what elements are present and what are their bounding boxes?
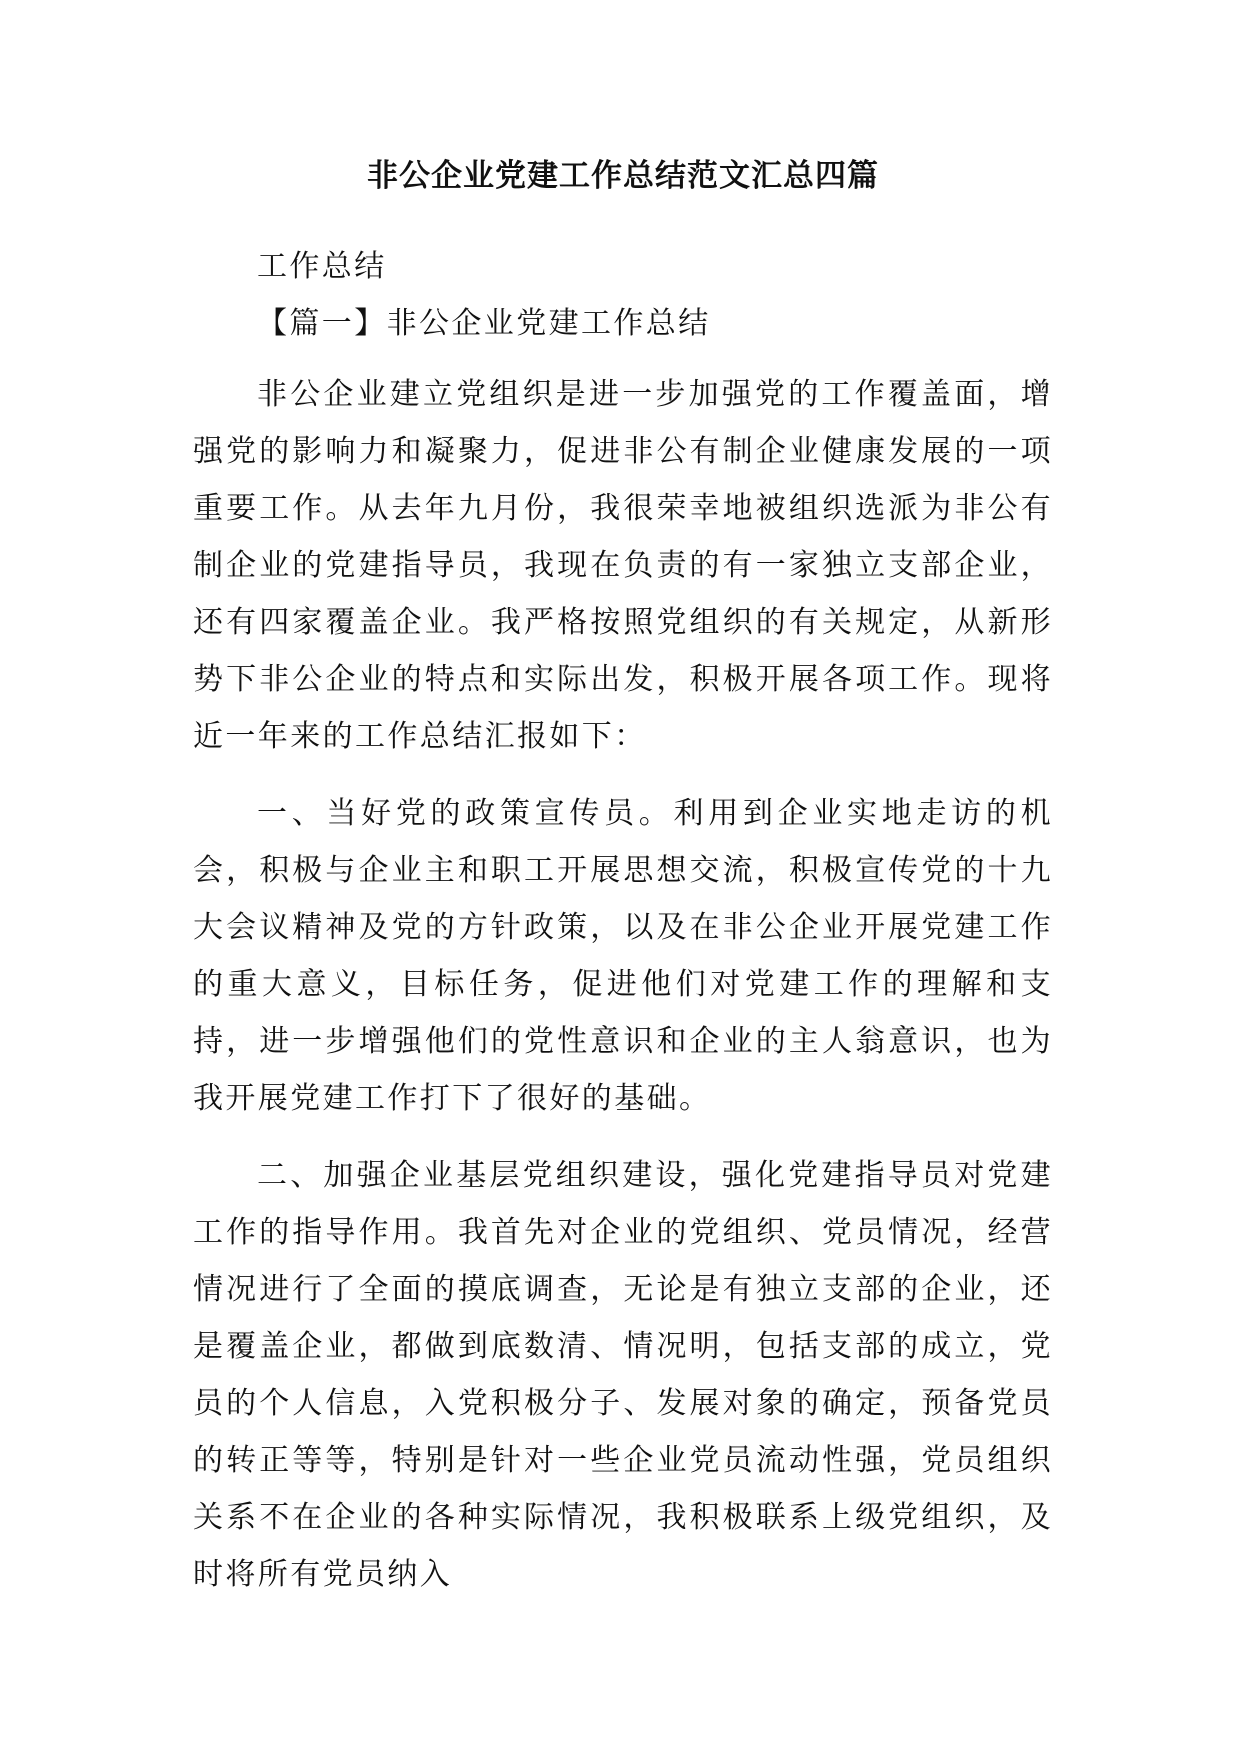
section-heading: 【篇一】非公企业党建工作总结 [257, 306, 711, 341]
document-category: 工作总结 [257, 249, 387, 284]
paragraph-intro: 非公企业建立党组织是进一步加强党的工作覆盖面，增强党的影响力和凝聚力，促进非公有制企业健康发展的一项重要工作。从去年九月份，我很荣幸地被组织选派为非公有制企业的党建指导员，我现在负责的有一家独立支部企业，还有四家覆盖企业。我严格按照党组织的有关规定，从新形势下非公企业的特点和实际出发，积极开展各项工作。现将近一年来的工作总结汇报如下： [193, 377, 1053, 754]
paragraph-point-one: 一、当好党的政策宣传员。利用到企业实地走访的机会，积极与企业主和职工开展思想交流，积极宣传党的十九大会议精神及党的方针政策，以及在非公企业开展党建工作的重大意义，目标任务，促进他们对党建工作的理解和支持，进一步增强他们的党性意识和企业的主人翁意识，也为我开展党建工作打下了很好的基础。 [193, 796, 1053, 1116]
document-body [193, 150, 1053, 1623]
document-title: 非公企业党建工作总结范文汇总四篇 [367, 158, 879, 194]
paragraph-point-two: 二、加强企业基层党组织建设，强化党建指导员对党建工作的指导作用。我首先对企业的党组织、党员情况，经营情况进行了全面的摸底调查，无论是有独立支部的企业，还是覆盖企业，都做到底数清、情况明，包括支部的成立，党员的个人信息，入党积极分子、发展对象的确定，预备党员的转正等等，特别是针对一些企业党员流动性强，党员组织关系不在企业的各种实际情况，我积极联系上级党组织，及时将所有党员纳入 [193, 1158, 1053, 1592]
